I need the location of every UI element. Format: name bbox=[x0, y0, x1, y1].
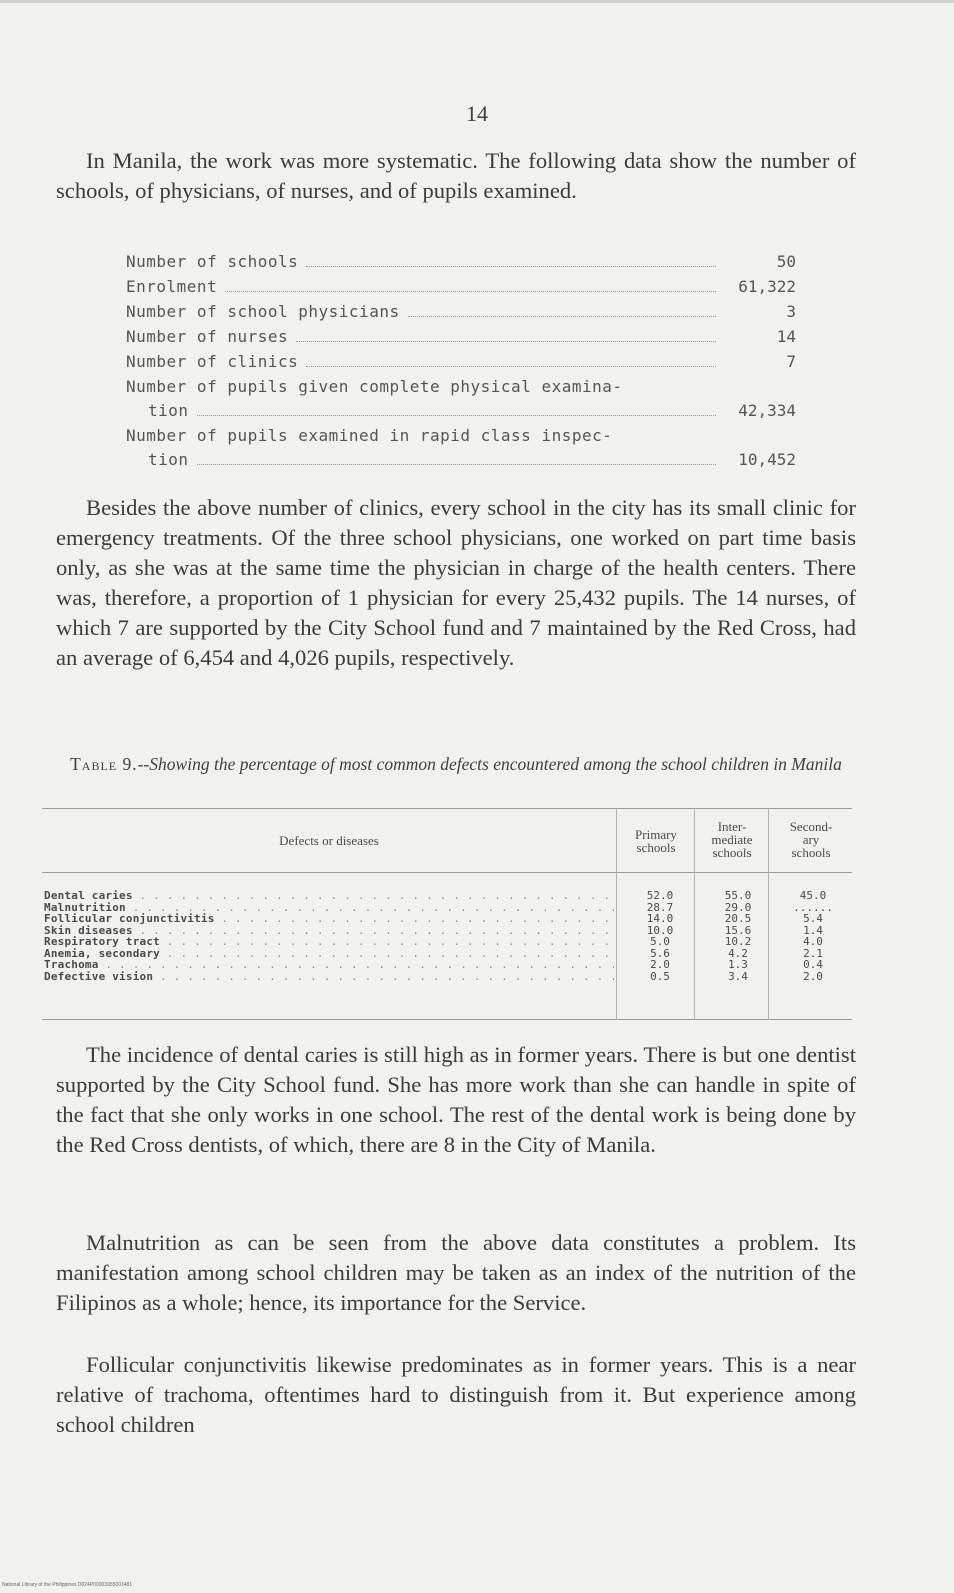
stat-label: tion bbox=[148, 401, 189, 420]
stat-label: Number of pupils given complete physical examina- bbox=[126, 377, 623, 396]
stat-row bbox=[126, 277, 796, 302]
defect-name: Trachoma . . . bbox=[44, 959, 614, 971]
primary-value: 0.5 bbox=[650, 969, 670, 983]
stat-label: Number of schools bbox=[126, 252, 299, 271]
stat-label: Number of clinics bbox=[126, 352, 299, 371]
primary-value: 28.7 bbox=[646, 900, 674, 914]
header-primary-line: Primary bbox=[635, 827, 677, 842]
intermediate-value: 20.5 bbox=[724, 912, 752, 925]
page-top-edge bbox=[0, 0, 954, 3]
stat-value: 50 bbox=[776, 252, 796, 271]
secondary-value: 2.0 bbox=[803, 969, 823, 983]
stat-value: 14 bbox=[776, 327, 796, 346]
stat-label: Number of school physicians bbox=[126, 302, 400, 321]
primary-value: 5.6 bbox=[650, 946, 670, 960]
stat-row-continued bbox=[126, 450, 796, 475]
secondary-value: 1.4 bbox=[803, 923, 823, 937]
table-body bbox=[44, 890, 852, 982]
page-number: 14 bbox=[466, 101, 488, 126]
stat-label: tion bbox=[148, 450, 189, 469]
stat-row bbox=[126, 252, 796, 277]
stat-row-continued bbox=[126, 401, 796, 426]
follicular-text: Follicular conjunctivitis likewise predominates as in former years. This is a near relative of trachoma, oftentimes hard to distinguish from it. But experience among school children bbox=[56, 1352, 856, 1437]
secondary-value: 2.1 bbox=[803, 946, 823, 960]
table-caption bbox=[56, 752, 856, 776]
defect-name: Respiratory tract . . . bbox=[44, 936, 614, 948]
defect-name: Anemia, secondary . . . bbox=[44, 948, 614, 960]
defect-name: Malnutrition . . . bbox=[44, 902, 614, 914]
header-defects: Defects or diseases bbox=[279, 833, 379, 848]
intro-text: In Manila, the work was more systematic. The following data show the number of schools, of physicians, of nurses, and of pupils examined. bbox=[56, 148, 856, 203]
besides-text: Besides the above number of clinics, every school in the city has its small clinic for emergency treatments. Of the three school physicians, one worked on part time basis only, as she was at the same time the physician in charge of the health centers. There was, therefore, a proportion of 1 physician for every 25,432 pupils. The 14 nurses, of which 7 are supported by the City School fund and 7 maintained by the Red Cross, had an average of 6,454 and 4,026 pupils, respectively. bbox=[56, 495, 856, 670]
stat-row bbox=[126, 426, 796, 450]
header-secondary-line: ary bbox=[802, 832, 820, 847]
primary-value: 2.0 bbox=[650, 958, 670, 971]
table-row bbox=[44, 959, 852, 971]
table-row bbox=[44, 936, 852, 948]
intermediate-value: 4.2 bbox=[728, 946, 748, 960]
stat-label: Enrolment bbox=[126, 277, 218, 296]
header-intermediate-line: Inter- bbox=[717, 819, 747, 834]
header-secondary bbox=[770, 820, 852, 859]
header-primary bbox=[618, 828, 694, 854]
secondary-value: 4.0 bbox=[803, 935, 823, 948]
malnutrition-paragraph bbox=[56, 1228, 856, 1318]
stat-value: 10,452 bbox=[738, 450, 796, 469]
header-primary-line: schools bbox=[636, 840, 676, 855]
intermediate-value: 3.4 bbox=[728, 969, 748, 983]
header-intermediate-line: mediate bbox=[711, 832, 753, 847]
stat-row bbox=[126, 377, 796, 401]
stat-value: 61,322 bbox=[738, 277, 796, 296]
follicular-paragraph bbox=[56, 1350, 856, 1440]
table-row bbox=[44, 890, 852, 902]
header-intermediate-line: schools bbox=[712, 845, 752, 860]
defects-table bbox=[42, 808, 852, 1020]
intro-paragraph bbox=[56, 146, 856, 206]
besides-paragraph bbox=[56, 493, 856, 673]
stat-value: 7 bbox=[786, 352, 796, 371]
intermediate-value: 29.0 bbox=[724, 900, 752, 914]
stats-list bbox=[126, 252, 796, 475]
stat-label: Number of nurses bbox=[126, 327, 289, 346]
stat-label: Number of pupils examined in rapid class inspec- bbox=[126, 426, 613, 445]
intermediate-value: 1.3 bbox=[728, 958, 748, 971]
defect-name: Dental caries . . . bbox=[44, 890, 614, 902]
stat-row bbox=[126, 352, 796, 377]
header-secondary-line: Second- bbox=[789, 819, 833, 834]
malnutrition-text: Malnutrition as can be seen from the above data constitutes a problem. Its manifestation among school children may be taken as an index of the nutrition of the Filipinos as a whole; hence, its importance for the Service. bbox=[56, 1230, 856, 1315]
scan-footer: National Library of the Philippines D024P00003955001481 bbox=[2, 1582, 133, 1588]
secondary-value: ...... bbox=[793, 900, 833, 914]
table-row bbox=[44, 913, 852, 925]
dental-text: The incidence of dental caries is still high as in former years. There is but one dentist supported by the City School fund. She has more work than she can handle in spite of the fact that she only works in one school. The rest of the dental work is being done by the Red Cross dentists, of which, there are 8 in the City of Manila. bbox=[56, 1042, 856, 1157]
secondary-value: 45.0 bbox=[799, 889, 827, 902]
header-secondary-line: schools bbox=[791, 845, 831, 860]
intermediate-value: 15.6 bbox=[724, 923, 752, 937]
primary-value: 5.0 bbox=[650, 935, 670, 948]
dental-paragraph bbox=[56, 1040, 856, 1160]
secondary-value: 5.4 bbox=[803, 912, 823, 925]
stat-value: 42,334 bbox=[738, 401, 796, 420]
defect-name: Skin diseases . . . bbox=[44, 925, 614, 937]
table-top-rule bbox=[42, 808, 852, 809]
table-caption-text: --Showing the percentage of most common defects encountered among the school children in Manila bbox=[137, 754, 842, 774]
table-bottom-rule bbox=[42, 1019, 852, 1020]
defect-name: Follicular conjunctivitis . . . bbox=[44, 913, 614, 925]
primary-value: 10.0 bbox=[646, 923, 674, 937]
table-caption-label: Table 9. bbox=[70, 754, 138, 774]
table-header-rule bbox=[42, 872, 852, 873]
defect-name: Defective vision . . . bbox=[44, 971, 614, 983]
intermediate-value: 55.0 bbox=[724, 889, 752, 902]
stat-value: 3 bbox=[786, 302, 796, 321]
primary-value: 52.0 bbox=[646, 889, 674, 902]
primary-value: 14.0 bbox=[646, 912, 674, 925]
table-row bbox=[44, 971, 852, 983]
stat-row bbox=[126, 302, 796, 327]
stat-row bbox=[126, 327, 796, 352]
secondary-value: 0.4 bbox=[803, 958, 823, 971]
intermediate-value: 10.2 bbox=[724, 935, 752, 948]
header-intermediate bbox=[696, 820, 768, 859]
